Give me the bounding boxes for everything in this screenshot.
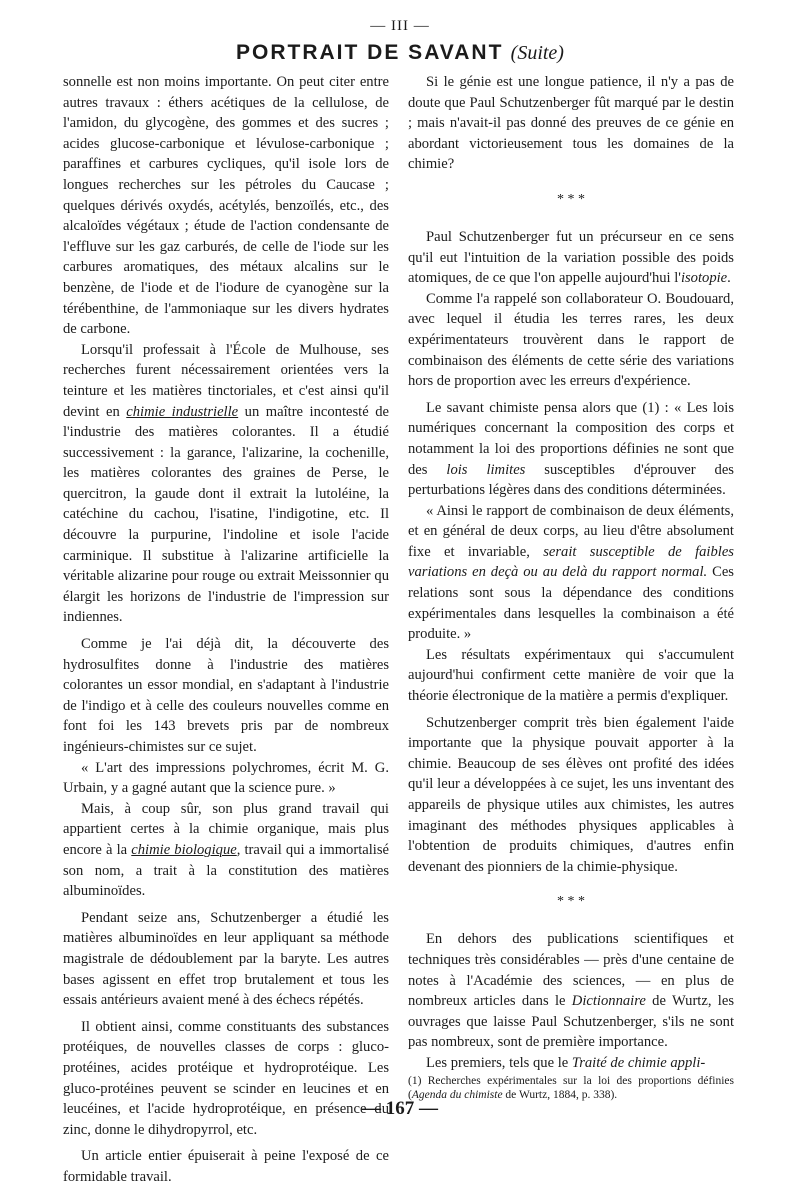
- left-paragraph-4: « L'art des impressions polychromes, écrit M. G. Urbain, y a gagné autant que la science pure. »: [63, 759, 389, 797]
- text-run: Ces relations sont sous la dépendance des conditions expérimentales dans lesquelles la combinaison a été produite. »: [408, 564, 734, 643]
- text-run: Lorsqu'il professait à l'École de Mulhouse, ses recherches furent nécessairement orientées vers la teinture et les matières tinctoriales, et c'est ainsi qu'il devint en: [63, 341, 389, 420]
- right-column: [408, 72, 734, 1102]
- asterism: * * *: [557, 894, 585, 910]
- italic-term: chimie biologique: [131, 841, 237, 858]
- text-run: susceptibles d'éprouver des perturbations légères dans des conditions déterminées.: [408, 461, 734, 499]
- right-paragraph-7: Schutzenberger comprit très bien également l'aide importante que la physique pouvait apporter à la chimie. Beaucoup de ses élèves ont profité des idées qu'il leur a développées à ce sujet, les uns inventant des appareils de physique utiles aux chimistes, les autres imaginant des méthodes physiques applicables à l'obtention de produits chimiques, d'autres enfin devenant des pionniers de la chimie-physique.: [408, 714, 734, 875]
- page-title: [0, 40, 800, 65]
- left-column: [63, 72, 389, 1187]
- italic-quote: serait susceptible de faibles variations en deçà ou au delà du rapport normal.: [408, 543, 734, 581]
- text-run: (1) Recherches expérimentales sur la loi des proportions définies (: [408, 1074, 734, 1101]
- text-run: Le savant chimiste pensa alors que (1) : « Les lois numériques concernant la composition des corps et notamment la loi des proportions définies ne sont que des: [408, 399, 734, 478]
- text-run: En dehors des publications scientifiques et techniques très considérables — près d'une centaine de notes à l'Académie des sciences, — en plus de nombreux articles dans le: [408, 931, 734, 1010]
- section-separator-1: [408, 193, 734, 207]
- text-run: Mais, à coup sûr, son plus grand travail qui appartient certes à la chimie organique, mais plus encore à la: [63, 800, 389, 858]
- left-paragraph-1: sonnelle est non moins importante. On peut citer entre autres travaux : éthers acétiques de la cellulose, de l'amidon, du glycogène, des gommes et des sucres ; acides glucose-carbonique et lévulose-carbonique ; paraffines et carbures cycliques, qu'il isole lors de longues recherches sur les pétroles du Caucase ; quelques dérivés oxydés, acétylés, benzoïlés, etc., des alcaloïdes végétaux ; étude de l'action condensante de l'effluve sur les gaz carburés, de celle de l'iode sur les carbures aromatiques, des métaux alcalins sur le benzène, de l'iode et de l'iodure de cyanogène sur la térébenthine, de l'ammoniaque sur les divers hydrates de carbone.: [63, 74, 389, 338]
- page-roman-number: — III —: [370, 18, 430, 34]
- left-paragraph-3: Comme je l'ai déjà dit, la découverte des hydrosulfites donne à l'industrie des matières colorantes un essor mondial, en s'adaptant à l'industrie de l'indigo et à celle des couleurs nouvelles comme en font foi les 143 brevets pris par de nombreux ingénieurs-chimistes sur ce sujet.: [63, 636, 389, 755]
- right-paragraph-2: [408, 227, 734, 289]
- right-paragraph-5: [408, 501, 734, 645]
- right-paragraph-1: Si le génie est une longue patience, il n'y a pas de doute que Paul Schutzenberger fût marqué par le destin ; mais n'avait-il pas donné des preuves de ce génie en abordant victorieusement tous les domaines de la chimie?: [408, 74, 734, 173]
- italic-term: Agenda du chimiste: [411, 1088, 503, 1101]
- right-paragraph-8: [408, 929, 734, 1053]
- text-run: , travail qui a immortalisé son nom, a trait à la constitution des matières albuminoïdes.: [63, 841, 389, 900]
- text-run: Les premiers, tels que le: [426, 1054, 572, 1071]
- page-number: — 167 —: [362, 1098, 438, 1119]
- italic-term: Dictionnaire: [571, 993, 646, 1010]
- right-paragraph-9: [408, 1053, 734, 1074]
- asterism: * * *: [557, 191, 585, 207]
- article-title: PORTRAIT DE SAVANT: [236, 41, 504, 64]
- left-paragraph-6: Pendant seize ans, Schutzenberger a étudié les matières albuminoïdes en leur appliquant sa méthode magistrale de dédoublement par la baryte. Les autres bases agissent en effet trop brutalement et tous les essais antérieurs avaient mené à des échecs répétés.: [63, 909, 389, 1009]
- italic-term: Traité de chimie appli-: [571, 1054, 706, 1071]
- text-run: Paul Schutzenberger fut un précurseur en ce sens qu'il eut l'intuition de la variation possible des poids atomiques, de ce que l'on appelle aujourd'hui l': [408, 228, 734, 287]
- text-run: « Ainsi le rapport de combinaison de deux éléments, et en général de deux corps, au lieu d'être absolument fixe et invariable,: [408, 502, 734, 560]
- left-paragraph-8: Un article entier épuiserait à peine l'exposé de ce formidable travail.: [63, 1148, 389, 1185]
- right-paragraph-6: Les résultats expérimentaux qui s'accumulent aujourd'hui confirment cette manière de voir que la théorie électronique de la matière a permis d'expliquer.: [408, 646, 734, 705]
- left-paragraph-2: [63, 340, 389, 628]
- left-paragraph-5: [63, 799, 389, 902]
- right-paragraph-4: [408, 398, 734, 501]
- text-run: de Wurtz, les ouvrages que laisse Paul Schutzenberger, s'ils ne sont pas nombreux, sont de première importance.: [408, 993, 734, 1051]
- italic-term: chimie industrielle: [126, 403, 239, 420]
- italic-term: lois limites: [446, 461, 526, 478]
- right-paragraph-3: Comme l'a rappelé son collaborateur O. Boudouard, avec lequel il étudia les terres rares, les deux expérimentateurs trouvèrent dans le rapport de combinaison des éléments de cette série des variations hors de proportion avec les erreurs d'expérience.: [408, 290, 734, 390]
- text-run: .: [727, 270, 731, 287]
- title-suite: (Suite): [510, 42, 564, 64]
- text-run: un maître incontesté de l'industrie des matières colorantes. Il a étudié successivement : la garance, l'alizarine, la cochenille, les matières colorantes des graines de Perse, le quercitron, la gaude dont il extrait la lutoléine, la catéchine du cachou, l'isatine, l'indigotine, etc. Il découvre la purpurine, l'indoline et isole l'acide carminique. Il substitue à l'alizarine artificielle la véritable alizarine pour rouge ou extrait Meissonnier qu élargit les horizons de l'industrie de l'impression sur indiennes.: [63, 403, 389, 626]
- section-separator-2: [408, 895, 734, 909]
- italic-term: isotopie: [680, 270, 728, 287]
- left-paragraph-7: Il obtient ainsi, comme constituants des substances protéiques, de nouvelles classes de corps : gluco-protéines, acides protéique et hydroprotéique. Les gluco-protéines peuvent se scinder en leucines et en leucéines, et l'acide hydroprotéique, en présence du zinc, donne le dihydropyrrol, etc.: [63, 1018, 389, 1138]
- text-run: de Wurtz, 1884, p. 338).: [502, 1088, 618, 1101]
